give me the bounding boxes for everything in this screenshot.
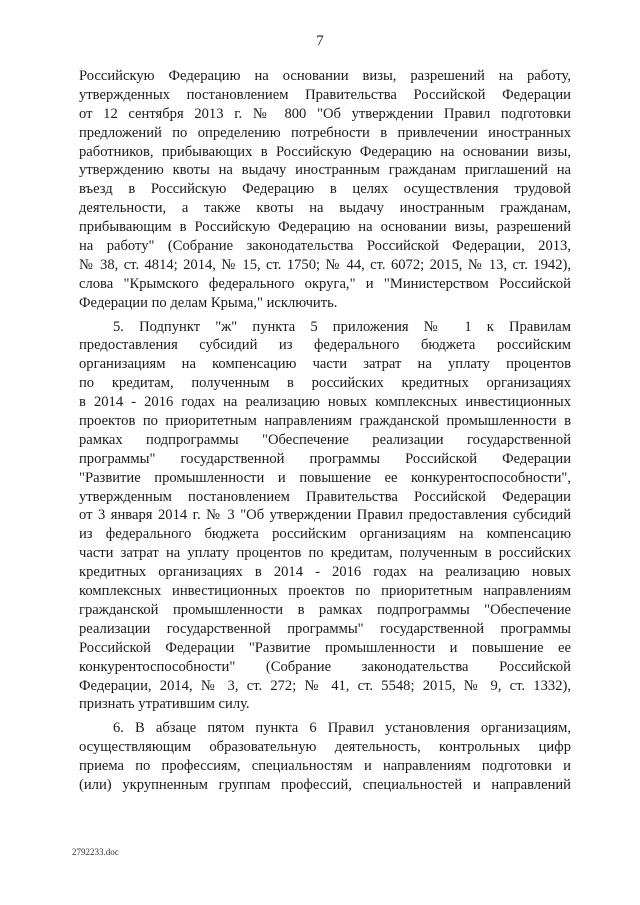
text-line: деятельности, а также квоты на выдачу иностранным гражданам, [79,200,571,217]
text-line: на работу" (Собрание законодательства Российской Федерации, 2013, [79,238,571,255]
text-line: въезд в Российскую Федерацию в целях осуществления трудовой [79,181,571,198]
text-line: Федерации, 2014, № 3, ст. 272; № 41, ст. 5548; 2015, № 9, ст. 1332), [79,677,571,694]
paragraph-1 [79,67,571,313]
text-line: реализации государственной программы" государственной программы [79,620,571,637]
text-line: № 38, ст. 4814; 2014, № 15, ст. 1750; № 44, ст. 6072; 2015, № 13, ст. 1942), [79,256,571,273]
text-line: осуществляющим образовательную деятельность, контрольных цифр [79,739,571,756]
footer-filename: 2792233.doc [72,847,119,857]
text-line: "Развитие промышленности и повышение ее конкурентоспособности", [79,469,571,486]
text-line: слова "Крымского федерального округа," и "Министерством Российской [79,275,571,292]
text-line: предоставления субсидий из федерального бюджета российским [79,337,571,354]
paragraph-3 [79,719,571,795]
text-line: гражданской промышленности в рамках подпрограммы "Обеспечение [79,601,571,618]
text-line: комплексных инвестиционных проектов по приоритетным направлениям [79,583,571,600]
page-number: 7 [316,33,324,49]
text-line: (или) укрупненным группам профессий, специальностей и направлений [79,776,571,793]
text-line: прибывающим в Российскую Федерацию на основании визы, разрешений [79,219,571,236]
text-line: проектов по приоритетным направлениям гражданской промышленности в [79,413,571,430]
text-line: Федерации по делам Крыма," исключить. [79,294,338,311]
text-line: в 2014 - 2016 годах на реализацию новых комплексных инвестиционных [79,394,571,411]
text-line: 5. Подпункт "ж" пункта 5 приложения № 1 к Правилам [113,318,571,335]
text-line: Российской Федерации "Развитие промышленности и повышение ее [79,639,571,656]
text-line: 6. В абзаце пятом пункта 6 Правил установления организациям, [113,720,571,737]
text-line: работников, прибывающих в Российскую Федерацию на основании визы, [79,143,571,160]
text-line: утвержденным постановлением Правительства Российской Федерации [79,488,571,505]
text-line: рамках подпрограммы "Обеспечение реализации государственной [79,431,571,448]
text-line: программы" государственной программы Российской Федерации [79,450,571,467]
text-line: приема по профессиям, специальностям и направлениям подготовки и [79,758,571,775]
document-body [79,67,571,795]
text-line: утвержденных постановлением Правительства Российской Федерации [79,86,571,103]
text-line: предложений по определению потребности в привлечении иностранных [79,124,571,141]
text-line: из федерального бюджета российским организациям на компенсацию [79,526,571,543]
text-line: утверждению квоты на выдачу иностранным гражданам приглашений на [79,162,571,179]
text-line: части затрат на уплату процентов по кредитам, полученным в российских [79,545,571,562]
text-line: Российскую Федерацию на основании визы, разрешений на работу, [79,68,571,84]
text-line: конкурентоспособности" (Собрание законодательства Российской [79,658,571,675]
text-line: кредитных организациях в 2014 - 2016 годах на реализацию новых [79,564,571,581]
text-line: по кредитам, полученным в российских кредитных организациях [79,375,571,392]
text-line: от 12 сентября 2013 г. № 800 "Об утверждении Правил подготовки [79,105,571,122]
paragraph-2 [79,318,571,715]
text-line: от 3 января 2014 г. № 3 "Об утверждении Правил предоставления субсидий [79,507,571,524]
text-line: признать утратившим силу. [79,696,250,713]
text-line: организациям на компенсацию части затрат на уплату процентов [79,356,571,373]
